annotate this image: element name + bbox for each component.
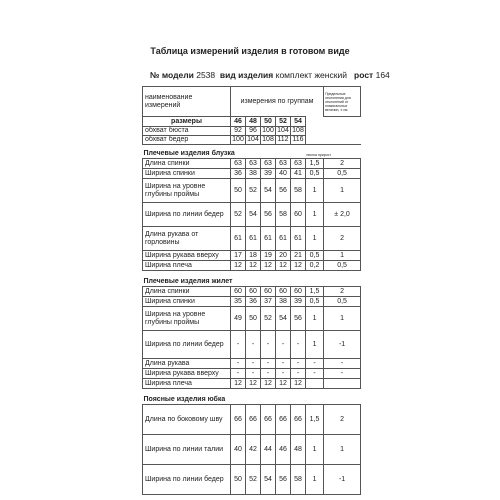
value-cell: 66 [276, 405, 291, 435]
value-cell: 112 [277, 136, 289, 143]
value-cell: 116 [292, 136, 304, 143]
model-info [150, 70, 390, 80]
step-cell: 1 [306, 227, 324, 251]
section-title: Поясные изделия юбка [143, 389, 306, 405]
value-cell: 21 [291, 251, 306, 261]
value-cell: 40 [231, 435, 246, 465]
row-label: Ширина по линии бедер [143, 331, 231, 359]
row-label: Ширина рукава вверху [143, 369, 231, 379]
value-cell: - [246, 331, 261, 359]
value-cell: 35 [231, 297, 246, 307]
value-cell: - [231, 369, 246, 379]
section-header-row [143, 389, 361, 405]
step-cell: 0,2 [306, 261, 324, 271]
value-cell: 60 [261, 287, 276, 297]
value-cell: 60 [231, 287, 246, 297]
header-groups-column: измерения по группам [231, 87, 324, 117]
value-cell: 44 [261, 435, 276, 465]
value-cell: 20 [276, 251, 291, 261]
value-cell: 48 [291, 435, 306, 465]
step-cell: 1,5 [306, 287, 324, 297]
row-label: Ширина на уровне глубины проймы [143, 179, 231, 203]
measurement-row [143, 297, 361, 307]
measurement-row [143, 203, 361, 227]
tolerance-cell: 2 [324, 287, 361, 297]
value-cell: 63 [291, 159, 306, 169]
value-cell: 52 [246, 179, 261, 203]
tolerance-cell: 0,5 [324, 261, 361, 271]
value-cell: 60 [291, 203, 306, 227]
value-cell: - [231, 331, 246, 359]
tolerance-cell: 1 [324, 307, 361, 331]
value-cell: 12 [231, 261, 246, 271]
value-cell: 54 [261, 465, 276, 495]
value-cell: 56 [276, 179, 291, 203]
step-cell: 0,5 [306, 251, 324, 261]
value-cell: 100 [232, 136, 244, 143]
value-cell: 58 [291, 179, 306, 203]
header-name-column: наименование измерений [143, 87, 231, 117]
value-cell: 54 [276, 307, 291, 331]
value-cell: 61 [246, 227, 261, 251]
tolerance-cell [324, 379, 361, 389]
measurement-row [143, 331, 361, 359]
tolerance-cell: 0,5 [324, 169, 361, 179]
value-cell: 108 [292, 127, 304, 134]
tolerance-cell: - [324, 359, 361, 369]
row-label: Ширина по линии бедер [143, 203, 231, 227]
measurement-row [143, 379, 361, 389]
model-number: 2538 [196, 70, 216, 80]
step-cell: - [306, 359, 324, 369]
value-cell: - [261, 369, 276, 379]
measurement-row [143, 287, 361, 297]
value-cell: 40 [276, 169, 291, 179]
value-cell: 96 [246, 127, 261, 136]
row-label: Ширина рукава вверху [143, 251, 231, 261]
page-title: Таблица измерений изделия в готовом виде [150, 46, 350, 56]
value-cell: 50 [246, 307, 261, 331]
section-title: Плечевые изделия жилет [143, 271, 306, 287]
step-cell: 1 [306, 307, 324, 331]
measurement-row [143, 159, 361, 169]
value-cell: 50 [231, 179, 246, 203]
value-cell: 58 [291, 465, 306, 495]
row-label: Ширина спинки [143, 169, 231, 179]
value-cell: 38 [276, 297, 291, 307]
value-cell: - [276, 359, 291, 369]
step-cell: 1 [306, 331, 324, 359]
tolerance-cell: 2 [324, 405, 361, 435]
value-cell: 52 [261, 307, 276, 331]
size-cell: 52 [276, 117, 291, 127]
section-header-row [143, 271, 361, 287]
step-cell: 1 [306, 465, 324, 495]
value-cell: 66 [246, 405, 261, 435]
measurement-row [143, 227, 361, 251]
value-cell: 12 [261, 379, 276, 389]
tolerance-header: писгка прирост [306, 145, 361, 159]
empty-cell [306, 117, 324, 127]
value-cell: - [291, 369, 306, 379]
measurement-row [143, 405, 361, 435]
measurement-row [143, 465, 361, 495]
value-cell: 12 [291, 379, 306, 389]
measurement-row [143, 261, 361, 271]
value-cell: 12 [261, 261, 276, 271]
sizes-label: размеры [143, 117, 231, 127]
value-cell: 66 [291, 405, 306, 435]
row-label: Ширина спинки [143, 297, 231, 307]
value-cell: 12 [246, 379, 261, 389]
empty-cell [324, 127, 361, 136]
value-cell: 104 [247, 136, 259, 143]
row-label: Ширина по линии бедер [143, 465, 231, 495]
value-cell: 63 [276, 159, 291, 169]
value-cell: 61 [276, 227, 291, 251]
value-cell: 42 [246, 435, 261, 465]
value-cell: 61 [231, 227, 246, 251]
value-cell: 66 [231, 405, 246, 435]
sizes-row [143, 117, 361, 127]
value-cell: 56 [276, 465, 291, 495]
value-cell: 38 [246, 169, 261, 179]
value-cell: 12 [276, 261, 291, 271]
value-cell: 108 [262, 136, 274, 143]
tolerance-cell: 1 [324, 435, 361, 465]
step-cell: 1 [306, 203, 324, 227]
section-title: Плечевые изделия блузка [143, 145, 306, 159]
step-cell: 1,5 [306, 405, 324, 435]
value-cell: 52 [246, 465, 261, 495]
measurement-row [143, 359, 361, 369]
height-label: рост [354, 70, 374, 80]
row-label: Ширина на уровне глубины проймы [143, 307, 231, 331]
measurement-row [143, 369, 361, 379]
value-cell: 56 [291, 307, 306, 331]
measurement-table [142, 86, 361, 495]
measurement-row [143, 169, 361, 179]
value-cell: 17 [231, 251, 246, 261]
row-label: Длина рукава [143, 359, 231, 369]
value-cell: 63 [231, 159, 246, 169]
header-tolerance-note: Предельные отклонения для отклонений от номинальных величин, ± см [324, 87, 361, 117]
tolerance-cell: 0,5 [324, 297, 361, 307]
value-cell: - [231, 359, 246, 369]
measurement-row [143, 251, 361, 261]
row-label: Ширина плеча [143, 261, 231, 271]
step-cell: - [306, 369, 324, 379]
tolerance-cell: 1 [324, 251, 361, 261]
value-cell: 18 [246, 251, 261, 261]
value-cell: 39 [291, 297, 306, 307]
step-cell: 0,5 [306, 169, 324, 179]
step-cell: 0,5 [306, 297, 324, 307]
value-cell: - [261, 359, 276, 369]
step-cell: 1 [306, 179, 324, 203]
step-cell: 1 [306, 435, 324, 465]
value-cell: 12 [276, 379, 291, 389]
value-cell: 58 [276, 203, 291, 227]
height-value: 164 [375, 70, 390, 80]
value-cell: 92 [231, 127, 246, 136]
tolerance-cell: 2 [324, 159, 361, 169]
tolerance-cell: ± 2,0 [324, 203, 361, 227]
value-cell: - [261, 331, 276, 359]
value-cell: 12 [291, 261, 306, 271]
value-cell: 63 [261, 159, 276, 169]
row-label: Длина спинки [143, 159, 231, 169]
value-cell: 37 [261, 297, 276, 307]
row-label: Ширина плеча [143, 379, 231, 389]
value-cell: 41 [291, 169, 306, 179]
empty-cell [306, 389, 361, 405]
tolerance-cell: - [324, 369, 361, 379]
product-type-label: вид изделия [219, 70, 274, 80]
value-cell: 49 [231, 307, 246, 331]
value-cell: 61 [291, 227, 306, 251]
size-cell: 48 [246, 117, 261, 127]
value-cell: - [291, 359, 306, 369]
value-cell: 66 [261, 405, 276, 435]
value-cell: 12 [231, 379, 246, 389]
value-cell: 46 [276, 435, 291, 465]
size-cell: 50 [261, 117, 276, 127]
row-label: Ширина по линии талии [143, 435, 231, 465]
tolerance-cell: -1 [324, 465, 361, 495]
measurement-row [143, 307, 361, 331]
tolerance-cell: -1 [324, 331, 361, 359]
body-measure-row [143, 127, 361, 136]
row-label: обхват бедер [143, 136, 231, 145]
value-cell: 50 [231, 465, 246, 495]
model-number-label: № модели [150, 70, 194, 80]
measurement-row [143, 179, 361, 203]
value-cell: 61 [261, 227, 276, 251]
tolerance-cell: 2 [324, 227, 361, 251]
value-cell: - [291, 331, 306, 359]
step-cell [306, 379, 324, 389]
row-label: Длина спинки [143, 287, 231, 297]
value-cell: - [276, 369, 291, 379]
body-measure-row [143, 136, 361, 145]
value-cell: 60 [276, 287, 291, 297]
row-label: Длина рукава от горловины [143, 227, 231, 251]
step-cell: 1,5 [306, 159, 324, 169]
value-cell: 104 [277, 127, 289, 134]
value-cell: 12 [246, 261, 261, 271]
value-cell: 63 [246, 159, 261, 169]
value-cell: 36 [231, 169, 246, 179]
empty-cell [306, 127, 324, 136]
empty-cell [324, 117, 361, 127]
empty-cell [306, 136, 324, 145]
value-cell: - [246, 359, 261, 369]
product-type: комплект женский [275, 70, 347, 80]
section-header-row [143, 145, 361, 159]
row-label: Длина по боковому шву [143, 405, 231, 435]
size-cell: 54 [291, 117, 306, 127]
value-cell: 56 [261, 203, 276, 227]
value-cell: 52 [231, 203, 246, 227]
size-cell: 46 [231, 117, 246, 127]
empty-cell [324, 136, 361, 145]
row-label: обхват бюста [143, 127, 231, 136]
value-cell: 60 [291, 287, 306, 297]
value-cell: 100 [262, 127, 274, 134]
value-cell: - [246, 369, 261, 379]
empty-cell [306, 271, 361, 287]
header-row [143, 87, 361, 117]
value-cell: 54 [261, 179, 276, 203]
measurement-row [143, 435, 361, 465]
value-cell: - [276, 331, 291, 359]
value-cell: 19 [261, 251, 276, 261]
tolerance-cell: 1 [324, 179, 361, 203]
value-cell: 39 [261, 169, 276, 179]
value-cell: 60 [246, 287, 261, 297]
value-cell: 36 [246, 297, 261, 307]
value-cell: 54 [246, 203, 261, 227]
